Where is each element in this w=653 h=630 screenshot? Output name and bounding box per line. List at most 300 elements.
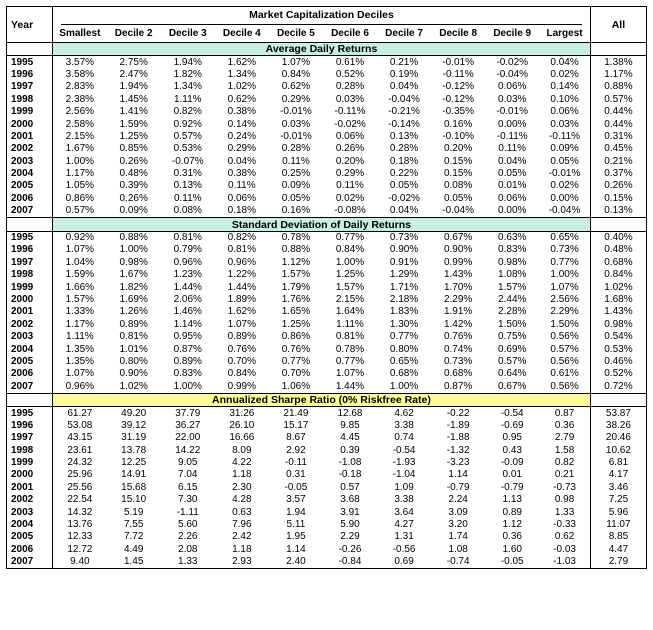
value-cell: -0.10% — [442, 130, 474, 142]
value-cell: 1.25% — [281, 318, 311, 330]
value-cell: -0.04% — [548, 205, 581, 217]
all-value-cell: 0.37% — [590, 168, 646, 180]
all-value-cell: 8.85 — [590, 531, 646, 543]
value-cell: 4.62 — [394, 407, 414, 419]
value-cell: 0.96% — [173, 256, 202, 268]
value-cell: 1.44% — [173, 281, 202, 293]
value-cell: 0.21 — [554, 469, 575, 481]
value-cell: 1.30% — [389, 318, 419, 330]
value-cell: 0.95 — [502, 432, 522, 444]
value-cell: 1.29% — [389, 269, 419, 281]
value-cell: 8.67 — [286, 432, 306, 444]
value-cell: 1.69% — [119, 294, 148, 305]
all-value-cell: 5.96 — [590, 506, 646, 518]
value-cell: 0.98% — [119, 256, 148, 268]
value-cell: 0.92% — [173, 118, 202, 130]
value-cell: 1.79% — [281, 281, 311, 293]
value-cell: 0.03% — [498, 93, 527, 105]
value-cell: -0.01% — [548, 168, 581, 180]
year-cell: 2002 — [7, 494, 53, 506]
value-cell: 3.57% — [65, 56, 95, 68]
value-cell: 0.80% — [119, 355, 148, 367]
year-cell: 2002 — [7, 319, 53, 331]
value-cell: 1.07% — [281, 56, 311, 68]
value-cell: 0.03% — [550, 118, 579, 130]
value-cell: 0.06% — [335, 130, 365, 142]
value-cell: 1.89% — [227, 294, 257, 305]
table-body — [7, 43, 647, 569]
year-header: Year — [7, 7, 53, 43]
value-cell: 0.73% — [443, 355, 473, 367]
value-cell: -0.56 — [392, 543, 416, 555]
value-cell: 2.92 — [286, 444, 306, 456]
value-cell: 0.02% — [550, 180, 579, 192]
value-cell: 0.62% — [281, 81, 311, 93]
value-cell: 0.77% — [335, 355, 365, 367]
value-cell: 0.19% — [389, 68, 419, 80]
value-cell: 5.11 — [286, 519, 306, 531]
value-cell: -0.11 — [284, 457, 307, 469]
column-header: Decile 4 — [215, 26, 269, 43]
value-cell: 7.96 — [232, 519, 252, 531]
value-cell: 0.78% — [335, 343, 365, 355]
value-cell: 9.05 — [178, 457, 198, 469]
value-cell: 3.38 — [394, 419, 414, 431]
value-cell: 1.17% — [65, 168, 95, 180]
value-cell: 1.18 — [232, 543, 252, 555]
value-cell: 0.68% — [389, 368, 419, 380]
value-cell: 36.27 — [175, 419, 201, 431]
decile-returns-table — [6, 6, 647, 569]
column-header: Decile 3 — [161, 26, 215, 43]
value-cell: 0.74% — [443, 343, 473, 355]
value-cell: 3.57 — [286, 494, 306, 506]
value-cell: 0.87% — [443, 380, 473, 392]
value-cell: 1.00% — [389, 380, 419, 392]
table-row — [7, 180, 647, 192]
value-cell: 0.16% — [443, 118, 473, 130]
value-cell: 1.25% — [119, 130, 148, 142]
value-cell: 0.57% — [173, 130, 202, 142]
value-cell: 1.76% — [281, 294, 311, 305]
year-cell: 2003 — [7, 331, 53, 343]
all-value-cell: 0.84% — [590, 269, 646, 281]
all-value-cell: 0.53% — [590, 343, 646, 355]
value-cell: 1.94% — [173, 56, 202, 68]
value-cell: 0.89% — [173, 355, 202, 367]
value-cell: 2.26 — [178, 531, 198, 543]
column-header: Decile 6 — [323, 26, 377, 43]
value-cell: -0.05 — [284, 481, 308, 493]
value-cell: 1.57% — [65, 294, 95, 305]
value-cell: 0.26% — [335, 143, 365, 155]
year-cell: 1995 — [7, 56, 53, 69]
value-cell: 0.28% — [335, 81, 365, 93]
table-row — [7, 469, 647, 481]
value-cell: 3.64 — [394, 506, 414, 518]
value-cell: 0.70% — [227, 355, 257, 367]
value-cell: 22.54 — [67, 494, 93, 506]
value-cell: -0.04% — [442, 205, 474, 217]
value-cell: 1.83% — [389, 306, 419, 318]
value-cell: 1.42% — [443, 318, 473, 330]
table-row — [7, 156, 647, 168]
value-cell: 0.80% — [389, 343, 419, 355]
value-cell: 1.00% — [550, 269, 579, 281]
value-cell: 0.15% — [443, 155, 473, 167]
group-title-text: Market Capitalization Deciles — [61, 9, 582, 25]
column-header: Decile 8 — [431, 26, 485, 43]
value-cell: 0.43 — [502, 444, 522, 456]
table-row — [7, 556, 647, 569]
value-cell: 0.90% — [443, 244, 473, 256]
value-cell: 43.15 — [67, 432, 93, 444]
column-header: Smallest — [53, 26, 107, 43]
table-row — [7, 381, 647, 394]
value-cell: 0.21% — [389, 56, 419, 68]
all-value-cell: 0.44% — [590, 118, 646, 130]
value-cell: 1.45% — [119, 93, 148, 105]
value-cell: 1.44% — [335, 380, 365, 392]
value-cell: 53.08 — [67, 419, 93, 431]
value-cell: 0.04% — [550, 56, 579, 68]
value-cell: 0.84% — [227, 368, 257, 380]
value-cell: 3.38 — [394, 494, 414, 506]
value-cell: 0.39% — [119, 180, 148, 192]
table-row — [7, 143, 647, 155]
all-value-cell: 53.87 — [590, 407, 646, 420]
value-cell: 0.20% — [335, 155, 365, 167]
value-cell: 25.96 — [67, 469, 93, 481]
value-cell: 0.06% — [550, 106, 579, 118]
all-value-cell: 0.88% — [590, 81, 646, 93]
year-cell: 1996 — [7, 244, 53, 256]
year-cell: 2006 — [7, 544, 53, 556]
value-cell: 0.62 — [554, 531, 575, 543]
value-cell: 1.64% — [335, 306, 365, 318]
value-cell: 0.69% — [498, 343, 527, 355]
table-row — [7, 193, 647, 205]
value-cell: 0.79% — [173, 244, 202, 256]
value-cell: 0.06% — [227, 192, 257, 204]
value-cell: 2.93 — [232, 556, 252, 568]
value-cell: 0.57 — [340, 481, 360, 493]
value-cell: 0.73% — [550, 244, 579, 256]
value-cell: -1.08 — [338, 457, 362, 469]
table-row — [7, 257, 647, 269]
value-cell: 0.11% — [173, 192, 202, 204]
year-cell: 2005 — [7, 180, 53, 192]
all-value-cell: 0.40% — [590, 231, 646, 244]
value-cell: 0.77% — [550, 256, 579, 268]
value-cell: 0.04% — [389, 205, 419, 217]
section-header-row — [7, 393, 647, 406]
value-cell: 0.10% — [550, 93, 579, 105]
year-cell: 2001 — [7, 131, 53, 143]
value-cell: 0.99% — [227, 380, 257, 392]
value-cell: 2.29% — [443, 294, 473, 305]
value-cell: 0.63 — [232, 506, 252, 518]
value-cell: 0.29% — [281, 93, 311, 105]
all-value-cell: 0.72% — [590, 381, 646, 394]
value-cell: 1.22% — [227, 269, 257, 281]
value-cell: -0.01% — [280, 106, 312, 118]
table-row — [7, 531, 647, 543]
value-cell: 14.91 — [121, 469, 147, 481]
value-cell: 0.81% — [119, 331, 148, 343]
year-cell: 2003 — [7, 156, 53, 168]
value-cell: 2.56% — [65, 106, 95, 118]
all-value-cell: 4.47 — [590, 544, 646, 556]
value-cell: 0.92% — [65, 232, 95, 244]
value-cell: 1.07% — [65, 244, 95, 256]
column-header: Decile 9 — [485, 26, 539, 43]
value-cell: -0.35% — [442, 106, 474, 118]
year-cell: 1999 — [7, 106, 53, 118]
value-cell: 12.68 — [337, 407, 363, 419]
value-cell: 1.43% — [443, 269, 473, 281]
value-cell: 1.14 — [448, 469, 468, 481]
value-cell: 0.98 — [554, 494, 575, 506]
all-value-cell: 0.26% — [590, 180, 646, 192]
value-cell: 2.40 — [286, 556, 306, 568]
table-row — [7, 432, 647, 444]
value-cell: -0.08% — [334, 205, 366, 217]
value-cell: 0.98% — [498, 256, 527, 268]
year-cell: 2006 — [7, 193, 53, 205]
table-row — [7, 445, 647, 457]
value-cell: 0.38% — [227, 168, 257, 180]
value-cell: 0.61% — [335, 56, 365, 68]
value-cell: 0.90% — [389, 244, 419, 256]
value-cell: 1.02% — [227, 81, 257, 93]
value-cell: 1.31 — [394, 531, 414, 543]
value-cell: 1.02% — [119, 380, 148, 392]
all-value-cell: 0.31% — [590, 131, 646, 143]
value-cell: 0.57% — [65, 205, 95, 217]
value-cell: 1.46% — [173, 306, 202, 318]
value-cell: 5.90 — [340, 519, 360, 531]
value-cell: 0.05% — [281, 192, 311, 204]
value-cell: 1.50% — [550, 318, 579, 330]
value-cell: 0.90% — [119, 368, 148, 380]
value-cell: 1.57% — [281, 269, 311, 281]
all-value-cell: 1.02% — [590, 281, 646, 293]
section-all-spacer — [590, 43, 646, 56]
column-header: Decile 7 — [377, 26, 431, 43]
value-cell: 0.56% — [550, 380, 579, 392]
table-row — [7, 482, 647, 494]
year-cell: 1998 — [7, 94, 53, 106]
value-cell: -0.11% — [549, 130, 581, 142]
all-value-cell: 11.07 — [590, 519, 646, 531]
section-year-spacer — [7, 43, 53, 56]
value-cell: -1.89 — [446, 419, 470, 431]
value-cell: 0.02% — [335, 192, 365, 204]
table-row — [7, 168, 647, 180]
value-cell: 1.91% — [443, 306, 473, 318]
all-value-cell: 20.46 — [590, 432, 646, 444]
value-cell: 1.66% — [65, 281, 95, 293]
value-cell: 23.61 — [67, 444, 93, 456]
value-cell: 1.13 — [502, 494, 522, 506]
value-cell: 15.17 — [283, 419, 309, 431]
value-cell: 1.11% — [336, 318, 364, 330]
value-cell: -0.02% — [334, 118, 366, 130]
value-cell: 7.04 — [178, 469, 198, 481]
value-cell: 0.73% — [389, 232, 419, 244]
value-cell: 1.00% — [173, 380, 202, 392]
value-cell: 0.00% — [498, 205, 527, 217]
value-cell: 1.34% — [173, 81, 202, 93]
value-cell: 0.08% — [443, 180, 473, 192]
value-cell: 2.06% — [173, 294, 202, 305]
value-cell: 0.57% — [550, 343, 579, 355]
value-cell: 0.29% — [227, 143, 257, 155]
section-year-spacer — [7, 393, 53, 406]
value-cell: 0.01 — [502, 469, 522, 481]
value-cell: 0.39 — [340, 444, 360, 456]
value-cell: 1.94% — [119, 81, 148, 93]
value-cell: -0.09 — [500, 457, 524, 469]
value-cell: 0.86% — [281, 331, 311, 343]
value-cell: 1.07% — [335, 368, 365, 380]
value-cell: 61.27 — [67, 407, 93, 419]
value-cell: 0.26% — [119, 155, 148, 167]
value-cell: 0.18% — [389, 155, 419, 167]
value-cell: 0.09% — [119, 205, 148, 217]
value-cell: 1.74 — [448, 531, 468, 543]
value-cell: 1.44% — [227, 281, 257, 293]
value-cell: 1.17% — [65, 318, 95, 330]
year-cell: 1999 — [7, 281, 53, 293]
value-cell: 13.78 — [121, 444, 147, 456]
year-cell: 2000 — [7, 118, 53, 130]
value-cell: -0.04% — [388, 93, 420, 105]
value-cell: 9.85 — [340, 419, 360, 431]
table-row — [7, 506, 647, 518]
value-cell: 1.09 — [394, 481, 414, 493]
table-row — [7, 519, 647, 531]
value-cell: -0.07% — [171, 155, 204, 167]
value-cell: 0.36 — [554, 419, 575, 431]
value-cell: 1.14% — [173, 318, 202, 330]
value-cell: -1.11 — [176, 506, 199, 518]
year-cell: 2004 — [7, 343, 53, 355]
value-cell: 0.77% — [281, 355, 311, 367]
table-row — [7, 356, 647, 368]
value-cell: 5.60 — [178, 519, 198, 531]
table-row — [7, 544, 647, 556]
value-cell: 0.11% — [228, 180, 256, 192]
value-cell: 0.57% — [498, 355, 527, 367]
value-cell: 0.76% — [281, 343, 311, 355]
all-value-cell: 0.46% — [590, 356, 646, 368]
value-cell: 0.16% — [281, 205, 311, 217]
value-cell: 0.76% — [227, 343, 257, 355]
value-cell: 1.33% — [65, 306, 95, 318]
value-cell: -0.73 — [553, 481, 576, 493]
value-cell: 0.70% — [281, 368, 311, 380]
value-cell: -0.26 — [338, 543, 362, 555]
table-row — [7, 244, 647, 256]
value-cell: 0.04% — [389, 81, 419, 93]
table-row — [7, 94, 647, 106]
value-cell: 0.76% — [443, 331, 473, 343]
value-cell: 0.03% — [281, 118, 311, 130]
value-cell: 1.70% — [443, 281, 473, 293]
value-cell: 1.06% — [281, 380, 311, 392]
value-cell: 12.72 — [67, 543, 93, 555]
value-cell: -0.01% — [496, 106, 529, 118]
value-cell: 1.62% — [227, 306, 257, 318]
value-cell: 0.65% — [550, 232, 579, 244]
value-cell: 1.59% — [119, 118, 148, 130]
value-cell: 0.77% — [389, 331, 419, 343]
year-cell: 1999 — [7, 457, 53, 469]
table-row — [7, 56, 647, 69]
value-cell: 0.05% — [389, 180, 419, 192]
value-cell: -1.04 — [392, 469, 416, 481]
table-row — [7, 81, 647, 93]
value-cell: 0.29% — [335, 168, 365, 180]
value-cell: 16.66 — [229, 432, 255, 444]
value-cell: 0.14% — [550, 81, 579, 93]
value-cell: 2.29% — [550, 306, 579, 318]
value-cell: 1.41% — [119, 106, 148, 118]
value-cell: 0.05% — [550, 155, 579, 167]
value-cell: 0.53% — [173, 143, 202, 155]
value-cell: 0.04% — [498, 155, 527, 167]
value-cell: -0.11% — [334, 106, 366, 118]
value-cell: 0.20% — [443, 143, 473, 155]
section-title: Average Daily Returns — [53, 43, 591, 56]
value-cell: -0.79 — [500, 481, 524, 493]
value-cell: -0.05 — [500, 556, 524, 568]
value-cell: 22.00 — [175, 432, 201, 444]
value-cell: 26.10 — [229, 419, 255, 431]
value-cell: 1.07% — [65, 368, 95, 380]
value-cell: 0.31 — [286, 469, 306, 481]
value-cell: 1.23% — [173, 269, 202, 281]
group-title — [53, 7, 591, 27]
value-cell: 2.15% — [65, 130, 95, 142]
value-cell: -0.02% — [388, 192, 420, 204]
value-cell: -0.11% — [442, 68, 474, 80]
value-cell: 0.06% — [498, 192, 527, 204]
value-cell: 1.71% — [389, 281, 419, 293]
value-cell: -0.11% — [496, 130, 528, 142]
value-cell: -0.84 — [338, 556, 362, 568]
all-value-cell: 0.48% — [590, 244, 646, 256]
value-cell: 2.18% — [389, 294, 419, 305]
table-row — [7, 205, 647, 218]
value-cell: -1.03 — [553, 556, 576, 568]
value-cell: 25.56 — [67, 481, 93, 493]
table-row — [7, 331, 647, 343]
value-cell: -1.88 — [446, 432, 470, 444]
value-cell: -0.04% — [496, 68, 529, 80]
value-cell: 0.82% — [227, 232, 257, 244]
value-cell: 0.69 — [394, 556, 414, 568]
value-cell: 0.91% — [389, 256, 419, 268]
value-cell: 39.12 — [121, 419, 147, 431]
column-header: Decile 2 — [107, 26, 161, 43]
table-row — [7, 118, 647, 130]
value-cell: 0.67% — [498, 380, 527, 392]
value-cell: 1.26% — [119, 306, 148, 318]
value-cell: 0.96% — [65, 380, 95, 392]
